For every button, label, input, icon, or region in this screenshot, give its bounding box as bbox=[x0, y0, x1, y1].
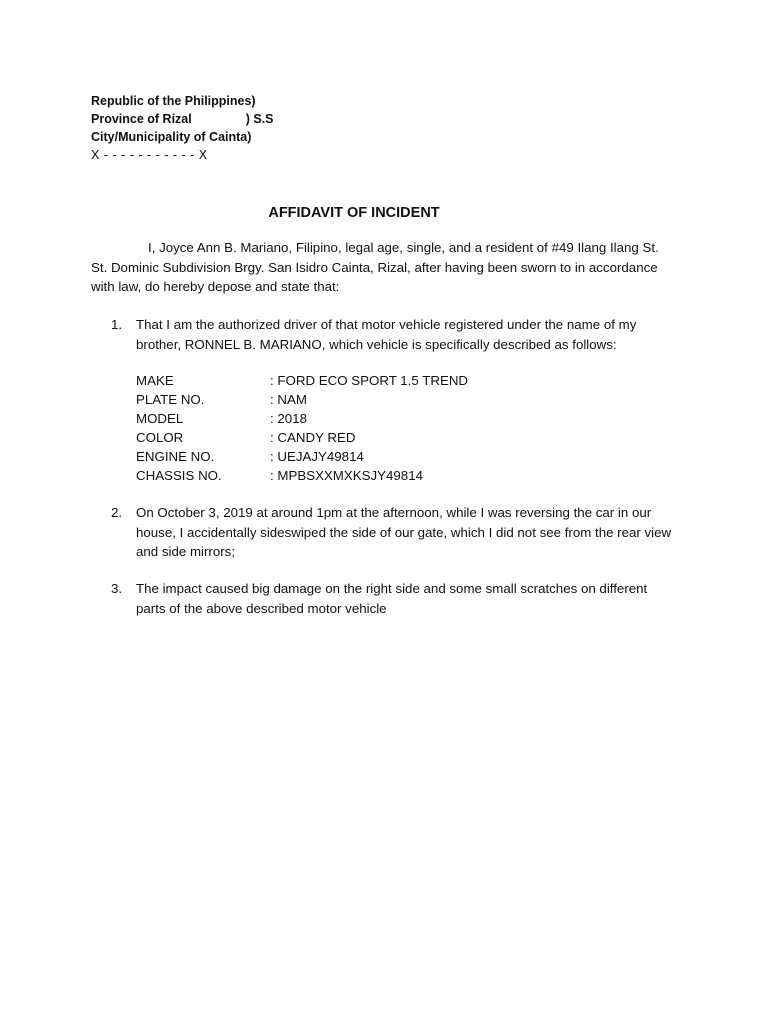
item-text: On October 3, 2019 at around 1pm at the afternoon, while I was reversing the car in our house, I accidentally sideswiped the side of our gate, which I did not see from the rear view and side mirrors; bbox=[136, 505, 672, 559]
spec-row-color bbox=[136, 428, 468, 447]
venue-province: Province of Rizal bbox=[91, 112, 192, 126]
spec-row-make bbox=[136, 371, 468, 390]
spec-label: MAKE bbox=[136, 373, 174, 388]
spec-row-model bbox=[136, 409, 468, 428]
spec-row-plate bbox=[136, 390, 468, 409]
spec-value: : FORD ECO SPORT 1.5 TREND bbox=[270, 373, 469, 388]
spec-label: CHASSIS NO. bbox=[136, 468, 222, 483]
spec-row-chassis bbox=[136, 466, 468, 485]
venue-ss: ) S.S bbox=[245, 112, 274, 126]
spec-label: COLOR bbox=[136, 430, 184, 445]
document-title: AFFIDAVIT OF INCIDENT bbox=[268, 205, 440, 221]
vehicle-specs bbox=[136, 371, 468, 485]
item-text: That I am the authorized driver of that motor vehicle registered under the name of my brother, RONNEL B. MARIANO, which vehicle is specifically described as follows: bbox=[136, 317, 637, 352]
spec-value: : NAM bbox=[270, 392, 307, 407]
spec-label: PLATE NO. bbox=[136, 392, 205, 407]
spec-value: : 2018 bbox=[270, 411, 307, 426]
spec-row-engine bbox=[136, 447, 468, 466]
item-number: 1. bbox=[111, 317, 123, 332]
venue-separator: X - - - - - - - - - - - X bbox=[91, 148, 208, 162]
item-number: 2. bbox=[111, 505, 123, 520]
venue-city: City/Municipality of Cainta) bbox=[91, 130, 252, 144]
spec-value: : MPBSXXMXKSJY49814 bbox=[270, 468, 423, 483]
venue-republic: Republic of the Philippines) bbox=[91, 94, 256, 108]
item-text: The impact caused big damage on the right side and some small scratches on different parts of the above described motor vehicle bbox=[136, 581, 648, 616]
item-number: 3. bbox=[111, 581, 123, 596]
venue-header bbox=[91, 92, 274, 164]
spec-value: : CANDY RED bbox=[270, 430, 356, 445]
spec-label: ENGINE NO. bbox=[136, 449, 215, 464]
intro-paragraph: I, Joyce Ann B. Mariano, Filipino, legal age, single, and a resident of #49 Ilang Ilang St. St. Dominic Subdivision Brgy. San Isidro Cainta, Rizal, after having been sworn to in accordance with law, do hereby depose and state that: bbox=[91, 240, 659, 294]
spec-label: MODEL bbox=[136, 411, 184, 426]
spec-value: : UEJAJY49814 bbox=[270, 449, 364, 464]
venue-province-line bbox=[91, 110, 274, 128]
